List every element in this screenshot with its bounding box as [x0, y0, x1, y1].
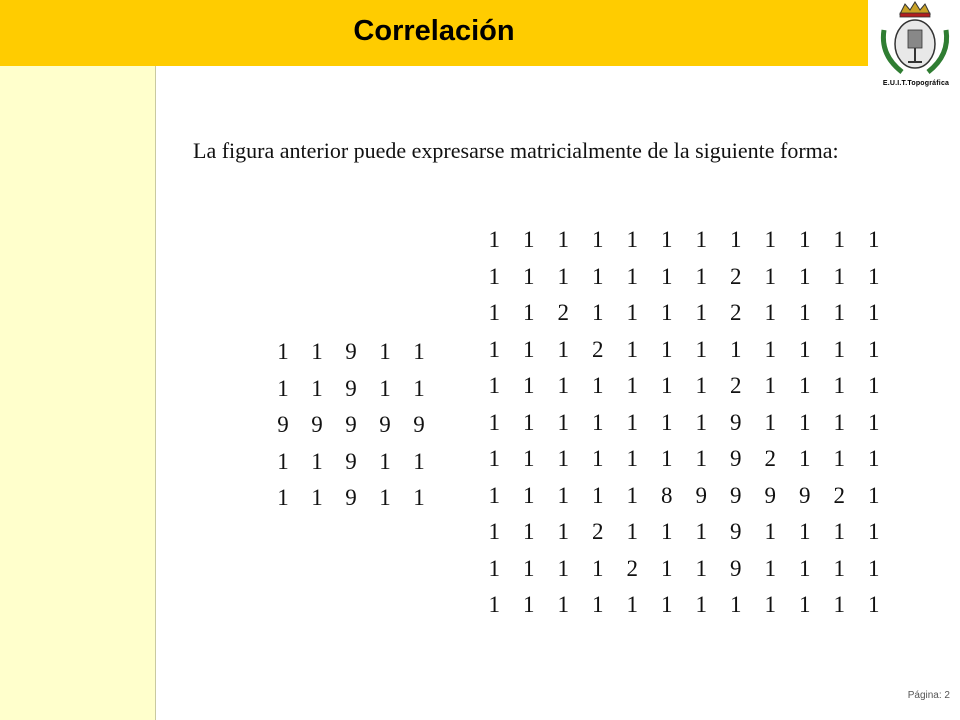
matrix-cell: 1 — [799, 409, 811, 435]
matrix-cell: 9 — [345, 339, 357, 365]
matrix-cell: 1 — [277, 448, 289, 474]
matrix-cell: 9 — [345, 448, 357, 474]
matrix-cell: 1 — [626, 227, 638, 253]
matrix-cell: 1 — [799, 446, 811, 472]
matrix-cell: 1 — [695, 555, 707, 581]
matrix-cell: 1 — [764, 555, 776, 581]
matrix-cell: 1 — [523, 227, 535, 253]
matrix-cell: 1 — [523, 373, 535, 399]
matrix-cell: 9 — [695, 482, 707, 508]
matrix-cell: 1 — [695, 227, 707, 253]
matrix-cell: 1 — [523, 482, 535, 508]
matrix-cell: 1 — [661, 446, 673, 472]
matrix-cell: 1 — [626, 336, 638, 362]
matrix-cell: 2 — [592, 336, 604, 362]
matrix-cell: 1 — [488, 519, 500, 545]
matrix-cell: 1 — [799, 336, 811, 362]
matrix-cell: 9 — [311, 412, 323, 438]
matrix-row — [266, 407, 436, 444]
matrix-cell: 1 — [557, 263, 569, 289]
matrix-cell: 1 — [695, 300, 707, 326]
matrix-cell: 1 — [626, 446, 638, 472]
matrix-cell: 1 — [626, 263, 638, 289]
matrix-cell: 1 — [868, 409, 880, 435]
matrix-cell: 1 — [764, 409, 776, 435]
matrix-cell: 1 — [833, 373, 845, 399]
matrix-cell: 1 — [277, 339, 289, 365]
matrix-cell: 1 — [799, 263, 811, 289]
matrix-cell: 1 — [488, 555, 500, 581]
matrix-cell: 1 — [557, 409, 569, 435]
matrix-cell: 2 — [730, 373, 742, 399]
matrix-cell: 1 — [488, 409, 500, 435]
matrix-cell: 2 — [833, 482, 845, 508]
matrix-cell: 9 — [277, 412, 289, 438]
matrix-cell: 2 — [730, 263, 742, 289]
matrix-cell: 1 — [413, 485, 425, 511]
matrix-cell: 1 — [661, 263, 673, 289]
matrix-row — [477, 259, 891, 296]
matrix-cell: 1 — [764, 227, 776, 253]
matrix-cell: 1 — [868, 482, 880, 508]
matrix-cell: 1 — [799, 592, 811, 618]
matrix-cell: 1 — [833, 555, 845, 581]
matrix-cell: 9 — [730, 519, 742, 545]
matrix-cell: 9 — [730, 409, 742, 435]
matrix-cell: 1 — [661, 592, 673, 618]
matrix-cell: 1 — [592, 409, 604, 435]
matrix-cell: 1 — [764, 263, 776, 289]
matrix-row — [477, 295, 891, 332]
matrix-cell: 1 — [413, 448, 425, 474]
matrix-cell: 9 — [730, 446, 742, 472]
matrix-cell: 1 — [488, 336, 500, 362]
matrix-cell: 1 — [488, 300, 500, 326]
matrix-cell: 1 — [557, 373, 569, 399]
matrix-cell: 1 — [523, 519, 535, 545]
matrix-row — [266, 480, 436, 517]
matrix-cell: 2 — [592, 519, 604, 545]
matrix-row — [477, 368, 891, 405]
matrix-cell: 1 — [523, 592, 535, 618]
matrix-cell: 1 — [868, 300, 880, 326]
matrix-cell: 1 — [764, 373, 776, 399]
matrix-row — [477, 551, 891, 588]
logo-caption: E.U.I.T.Topográfica — [882, 80, 950, 87]
matrix-cell: 1 — [626, 409, 638, 435]
matrix-cell: 1 — [523, 555, 535, 581]
matrix-cell: 1 — [868, 263, 880, 289]
matrix-cell: 1 — [523, 300, 535, 326]
matrix-cell: 1 — [592, 227, 604, 253]
matrix-cell: 1 — [592, 482, 604, 508]
matrix-cell: 1 — [799, 300, 811, 326]
matrix-row — [477, 332, 891, 369]
matrix-row — [266, 371, 436, 408]
matrix-cell: 1 — [488, 373, 500, 399]
matrix-cell: 1 — [592, 373, 604, 399]
matrix-cell: 1 — [488, 482, 500, 508]
matrix-cell: 1 — [557, 592, 569, 618]
sidebar-panel — [0, 66, 156, 720]
matrix-row — [477, 405, 891, 442]
matrix-cell: 8 — [661, 482, 673, 508]
matrix-cell: 1 — [833, 519, 845, 545]
matrix-cell: 1 — [379, 339, 391, 365]
small-matrix — [266, 334, 436, 517]
matrix-cell: 1 — [868, 446, 880, 472]
matrix-cell: 1 — [311, 375, 323, 401]
matrix-cell: 1 — [730, 592, 742, 618]
matrix-row — [477, 587, 891, 624]
matrix-cell: 1 — [799, 373, 811, 399]
matrix-cell: 1 — [661, 409, 673, 435]
matrix-cell: 1 — [695, 592, 707, 618]
matrix-cell: 1 — [695, 446, 707, 472]
matrix-cell: 1 — [868, 227, 880, 253]
matrix-cell: 1 — [833, 263, 845, 289]
matrix-cell: 1 — [379, 485, 391, 511]
matrix-cell: 1 — [379, 375, 391, 401]
matrix-cell: 1 — [695, 519, 707, 545]
matrix-cell: 1 — [833, 227, 845, 253]
large-matrix — [477, 222, 891, 624]
matrix-cell: 1 — [592, 555, 604, 581]
matrix-cell: 1 — [413, 339, 425, 365]
matrix-cell: 1 — [661, 300, 673, 326]
matrix-cell: 1 — [523, 409, 535, 435]
matrix-cell: 1 — [413, 375, 425, 401]
matrix-cell: 1 — [557, 482, 569, 508]
matrix-cell: 1 — [592, 446, 604, 472]
matrix-cell: 1 — [695, 263, 707, 289]
matrix-cell: 1 — [661, 519, 673, 545]
matrix-cell: 1 — [868, 592, 880, 618]
matrix-cell: 1 — [695, 409, 707, 435]
page-number: Página: 2 — [907, 690, 950, 701]
matrix-cell: 1 — [592, 592, 604, 618]
matrix-cell: 1 — [695, 336, 707, 362]
matrix-cell: 1 — [730, 336, 742, 362]
matrix-cell: 1 — [799, 227, 811, 253]
matrix-cell: 1 — [311, 448, 323, 474]
matrix-cell: 1 — [833, 592, 845, 618]
matrix-cell: 1 — [764, 336, 776, 362]
matrix-cell: 1 — [311, 485, 323, 511]
matrix-cell: 1 — [523, 263, 535, 289]
matrix-cell: 9 — [730, 555, 742, 581]
matrix-cell: 1 — [557, 519, 569, 545]
matrix-cell: 1 — [488, 263, 500, 289]
matrix-cell: 1 — [833, 409, 845, 435]
matrix-cell: 1 — [833, 336, 845, 362]
matrix-cell: 9 — [345, 375, 357, 401]
matrix-cell: 1 — [557, 336, 569, 362]
matrix-cell: 9 — [730, 482, 742, 508]
matrix-cell: 1 — [626, 482, 638, 508]
matrix-cell: 1 — [523, 446, 535, 472]
matrix-cell: 1 — [764, 300, 776, 326]
matrix-cell: 1 — [730, 227, 742, 253]
matrix-cell: 1 — [833, 446, 845, 472]
matrix-cell: 1 — [488, 592, 500, 618]
matrix-cell: 2 — [626, 555, 638, 581]
matrix-cell: 9 — [764, 482, 776, 508]
matrix-cell: 1 — [277, 485, 289, 511]
matrix-cell: 1 — [661, 555, 673, 581]
matrix-cell: 1 — [626, 592, 638, 618]
matrix-cell: 1 — [833, 300, 845, 326]
matrix-cell: 1 — [379, 448, 391, 474]
matrix-cell: 2 — [557, 300, 569, 326]
matrix-cell: 9 — [799, 482, 811, 508]
matrix-row — [266, 444, 436, 481]
matrix-cell: 1 — [592, 263, 604, 289]
matrix-cell: 1 — [626, 519, 638, 545]
matrix-cell: 1 — [695, 373, 707, 399]
matrix-cell: 1 — [488, 227, 500, 253]
page-title: Correlación — [353, 14, 515, 47]
matrix-cell: 1 — [557, 227, 569, 253]
matrix-cell: 1 — [799, 519, 811, 545]
matrix-cell: 1 — [488, 446, 500, 472]
matrix-cell: 1 — [626, 300, 638, 326]
matrix-cell: 1 — [764, 592, 776, 618]
matrix-cell: 1 — [868, 336, 880, 362]
matrix-cell: 1 — [661, 227, 673, 253]
matrix-cell: 9 — [345, 485, 357, 511]
matrix-cell: 2 — [764, 446, 776, 472]
matrix-cell: 1 — [523, 336, 535, 362]
matrix-cell: 1 — [868, 519, 880, 545]
matrix-cell: 1 — [764, 519, 776, 545]
matrix-cell: 1 — [799, 555, 811, 581]
matrix-cell: 1 — [311, 339, 323, 365]
matrix-cell: 1 — [592, 300, 604, 326]
matrix-cell: 1 — [661, 373, 673, 399]
matrix-cell: 2 — [730, 300, 742, 326]
intro-text: La figura anterior puede expresarse matricialmente de la siguiente forma: — [193, 138, 839, 163]
matrix-row — [477, 441, 891, 478]
matrix-row — [477, 222, 891, 259]
matrix-cell: 1 — [868, 373, 880, 399]
matrix-row — [266, 334, 436, 371]
matrix-row — [477, 478, 891, 515]
matrix-cell: 1 — [277, 375, 289, 401]
matrix-cell: 1 — [557, 555, 569, 581]
matrix-cell: 9 — [413, 412, 425, 438]
matrix-cell: 1 — [626, 373, 638, 399]
matrix-cell: 9 — [379, 412, 391, 438]
matrix-row — [477, 514, 891, 551]
matrix-cell: 1 — [557, 446, 569, 472]
matrix-cell: 1 — [868, 555, 880, 581]
matrix-cell: 1 — [661, 336, 673, 362]
matrix-cell: 9 — [345, 412, 357, 438]
